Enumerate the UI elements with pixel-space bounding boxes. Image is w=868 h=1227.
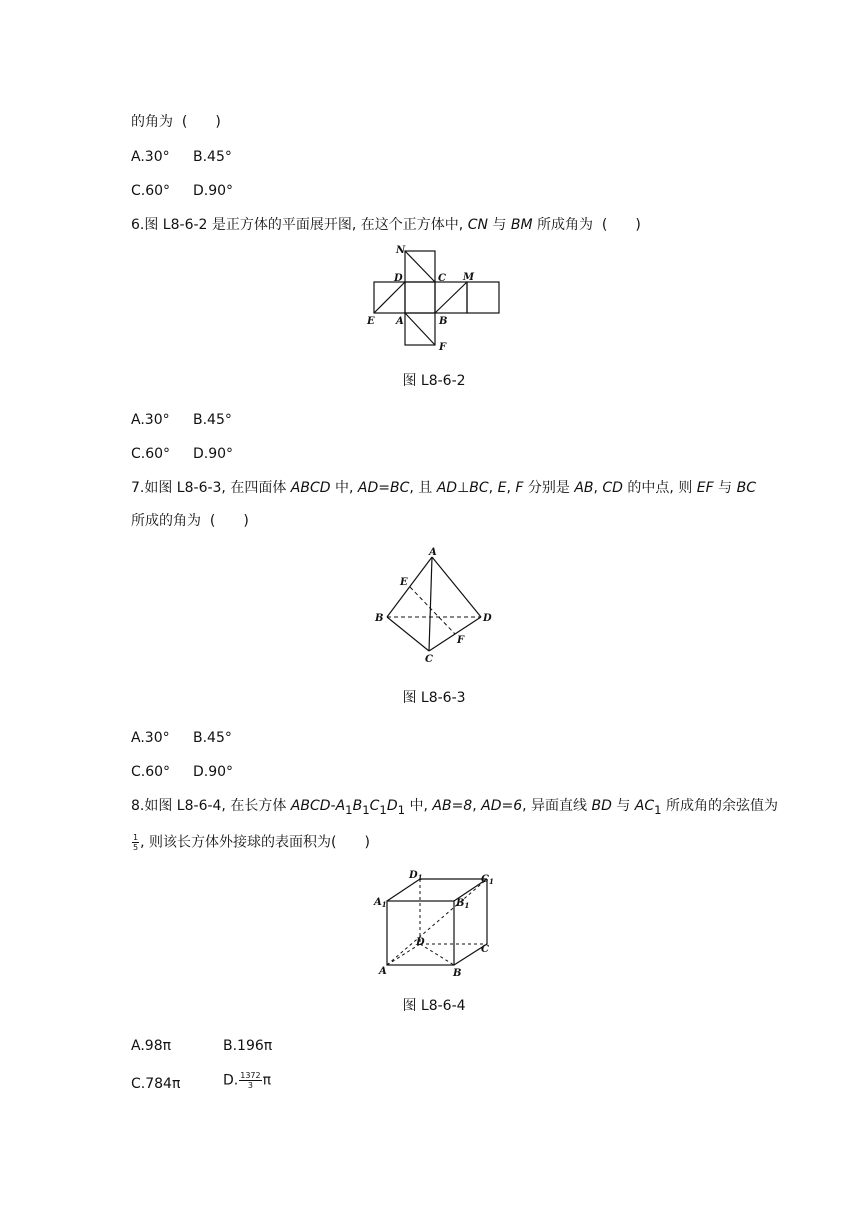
q8-option-c: C.784π [131,1076,181,1092]
answer-paren: ( ) [601,217,641,233]
point-label-d: D [483,613,492,624]
q7-option-d: D.90° [193,764,234,780]
q5-option-d: D.90° [193,183,234,199]
answer-paren: ( ) [209,513,249,529]
fraction-one-fifth: $\frac{1}{5}$ [133,833,139,852]
point-label-a: A [379,966,387,977]
q7-stem-line1: 7.如图 L8-6-3, 在四面体 ABCD 中, AD=BC, 且 AD⊥BC, E, F 分别是 AB, CD 的中点, 则 EF 与 BC [131,480,756,496]
q7-option-c: C.60° [131,764,171,780]
q8-option-b: B.196π [223,1038,273,1054]
q8-stem-line2: $\frac{1}{5}$ , 则该长方体外接球的表面积为( ) [133,833,370,852]
point-label-e: E [400,577,408,588]
q6-option-a: A.30° [131,412,170,428]
point-label-d: D [394,273,403,284]
figure-caption-l8-6-2: 图 L8-6-2 [402,373,466,389]
q7-option-a: A.30° [131,730,170,746]
point-label-b: B [453,968,462,979]
answer-paren: ( ) [331,834,370,851]
point-label-b: B [375,613,384,624]
q8-option-d: D. $\frac{1372}{3}$ π [223,1071,272,1090]
point-label-b: B [439,316,448,327]
q6-option-d: D.90° [193,446,234,462]
fraction-1372-over-3: $\frac{1372}{3}$ [240,1071,261,1090]
q5-option-c: C.60° [131,183,171,199]
answer-paren: ( ) [181,114,221,130]
q8-stem-line1: 8.如图 L8-6-4, 在长方体 ABCD-$A_1B_1C_1D_1$ 中, AB=8, AD=6, 异面直线 BD 与 $AC_1$ 所成角的余弦值为 [131,798,779,817]
point-label-a1: $A_1$ [374,897,387,909]
point-label-c: C [438,273,446,284]
q5-option-a: A.30° [131,149,170,165]
point-label-n: N [396,245,406,256]
q5-option-b: B.45° [193,149,232,165]
point-label-c: C [425,654,433,665]
q6-option-c: C.60° [131,446,171,462]
point-label-f: F [439,342,447,353]
point-label-c1: $C_1$ [481,874,494,886]
point-label-d1: $D_1$ [409,870,423,882]
point-label-a: A [396,316,404,327]
point-label-d: D [416,937,425,948]
point-label-b1: $B_1$ [456,898,470,910]
q5-stem: 的角为 ( ) [131,114,221,130]
q6-option-b: B.45° [193,412,232,428]
q8-option-a: A.98π [131,1038,172,1054]
point-label-c: C [481,944,489,955]
point-label-f: F [457,635,465,646]
point-label-m: M [463,272,475,283]
q7-option-b: B.45° [193,730,232,746]
point-label-a: A [429,547,437,558]
point-label-e: E [367,316,375,327]
q7-stem-line2: 所成的角为 ( ) [131,513,249,529]
q6-stem: 6.图 L8-6-2 是正方体的平面展开图, 在这个正方体中, CN 与 BM 所成角为 ( ) [131,217,641,233]
figure-caption-l8-6-3: 图 L8-6-3 [402,690,466,706]
figure-caption-l8-6-4: 图 L8-6-4 [402,998,466,1014]
